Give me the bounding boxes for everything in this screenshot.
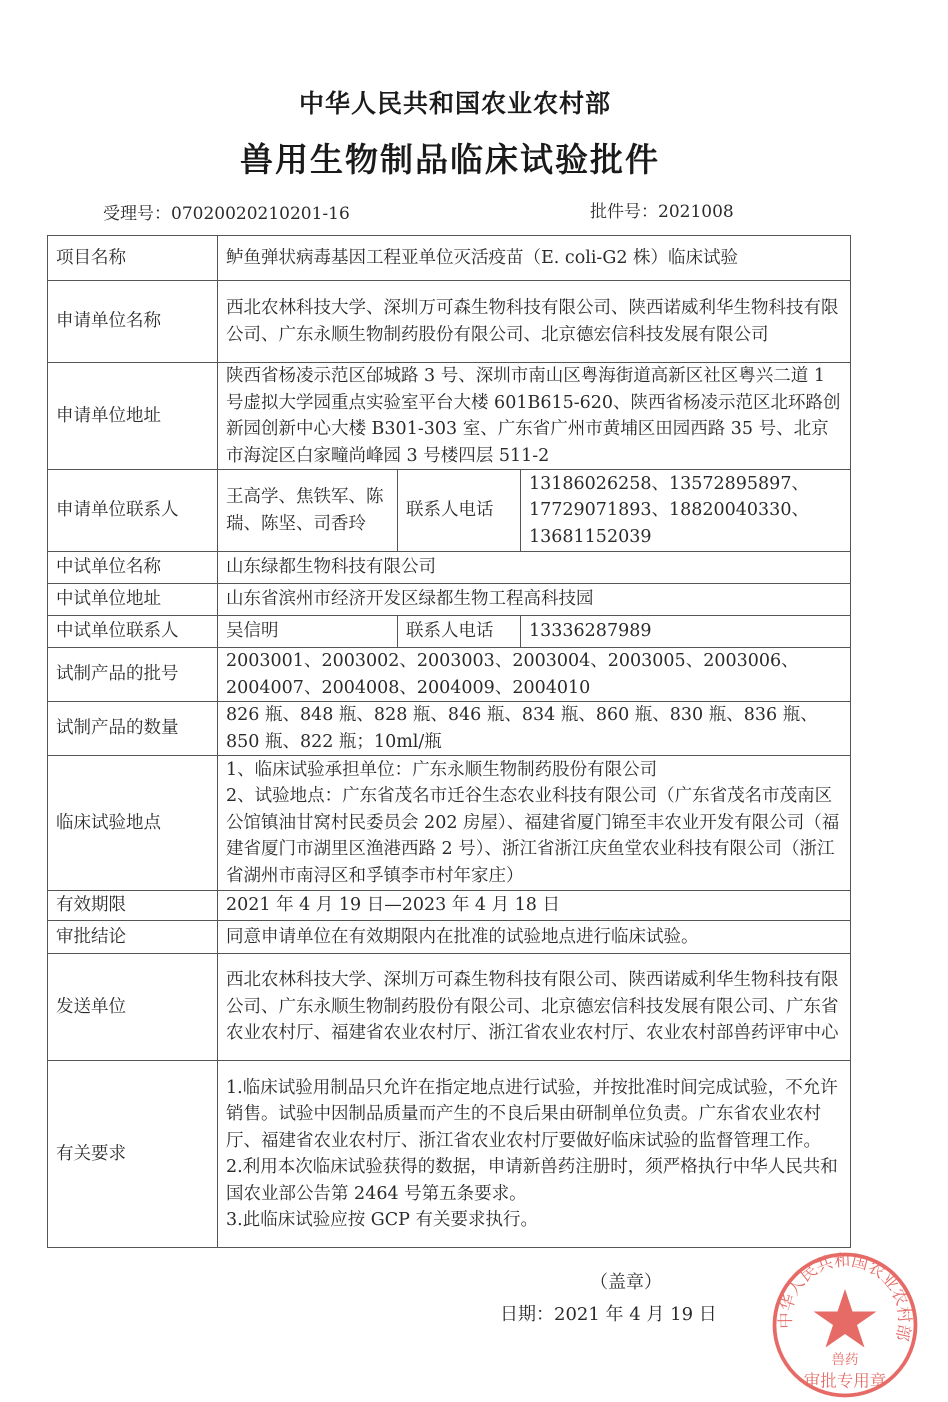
- row-pilot-contact: [48, 616, 851, 648]
- seal-star-icon: [814, 1289, 877, 1348]
- row-quantity: [48, 702, 851, 756]
- label: 有关要求: [48, 1061, 218, 1248]
- row-applicant-address: [48, 363, 851, 470]
- label: 申请单位联系人: [48, 470, 218, 552]
- label: 项目名称: [48, 236, 218, 281]
- label: 发送单位: [48, 954, 218, 1061]
- approval-table: [47, 235, 851, 1248]
- value: 鲈鱼弹状病毒基因工程亚单位灭活疫苗（E. coli-G2 株）临床试验: [218, 236, 851, 281]
- row-validity: [48, 891, 851, 921]
- seal-bottom-text: 审批专用章: [803, 1371, 887, 1391]
- trial-site-line-2: 2、试验地点：广东省茂名市迁谷生态农业科技有限公司（广东省茂名市茂南区公馆镇油甘窝村民委员会 202 房屋）、福建省厦门锦至丰农业开发有限公司（福建省厦门市湖里区渔港西路 2 号）、浙江省浙江庆鱼堂农业科技有限公司（浙江省湖州市南浔区和孚镇李市村年家庄）: [226, 786, 840, 886]
- label: 中试单位名称: [48, 552, 218, 584]
- row-pilot-name: [48, 552, 851, 584]
- label: 中试单位联系人: [48, 616, 218, 648]
- value: 吴信明: [218, 616, 398, 648]
- row-recipients: [48, 954, 851, 1061]
- row-batch-numbers: [48, 648, 851, 702]
- requirement-1: 1.临床试验用制品只允许在指定地点进行试验，并按批准时间完成试验，不允许销售。试验中因制品质量而产生的不良后果由研制单位负责。广东省农业农村厅、福建省农业农村厅、浙江省农业农村厅要做好临床试验的监督管理工作。: [226, 1077, 838, 1151]
- phone-value: 13186026258、13572895897、17729071893、18820040330、13681152039: [521, 470, 851, 552]
- approval-number: 批件号：2021008: [590, 202, 734, 222]
- label: 临床试验地点: [48, 756, 218, 891]
- value: [218, 756, 851, 891]
- row-applicant-name: [48, 281, 851, 363]
- value: 陕西省杨凌示范区邰城路 3 号、深圳市南山区粤海街道高新区社区粤兴二道 1 号虚拟大学园重点实验室平台大楼 601B615-620、陕西省杨凌示范区北环路创新园创新中心大楼 B301-303 室、广东省广州市黄埔区田园西路 35 号、北京市海淀区白家疃尚峰园 3 号楼四层 511-2: [218, 363, 851, 470]
- seal-outer-text: 中华人民共和国农业农村部: [775, 1250, 915, 1343]
- label: 审批结论: [48, 921, 218, 954]
- row-project-name: [48, 236, 851, 281]
- label: 有效期限: [48, 891, 218, 921]
- requirement-2: 2.利用本次临床试验获得的数据，申请新兽药注册时，须严格执行中华人民共和国农业部公告第 2464 号第五条要求。: [226, 1157, 838, 1204]
- value: 山东绿都生物科技有限公司: [218, 552, 851, 584]
- signature-date: 日期：2021 年 4 月 19 日: [500, 1304, 717, 1325]
- acceptance-number: 受理号：07020020210201-16: [103, 204, 350, 224]
- row-requirements: [48, 1061, 851, 1248]
- official-seal-stamp: [770, 1250, 920, 1400]
- document-title: 兽用生物制品临床试验批件: [240, 140, 660, 179]
- row-conclusion: [48, 921, 851, 954]
- row-pilot-address: [48, 584, 851, 616]
- phone-label: 联系人电话: [398, 616, 521, 648]
- label: 试制产品的数量: [48, 702, 218, 756]
- value: 826 瓶、848 瓶、828 瓶、846 瓶、834 瓶、860 瓶、830 瓶、836 瓶、850 瓶、822 瓶；10ml/瓶: [218, 702, 851, 756]
- seal-inner-text: 兽药: [831, 1352, 859, 1368]
- value: 山东省滨州市经济开发区绿都生物工程高科技园: [218, 584, 851, 616]
- value: 王高学、焦铁军、陈瑞、陈坚、司香玲: [218, 470, 398, 552]
- requirement-3: 3.此临床试验应按 GCP 有关要求执行。: [226, 1210, 538, 1230]
- trial-site-line-1: 1、临床试验承担单位：广东永顺生物制药股份有限公司: [226, 759, 658, 780]
- seal-note: （盖章）: [590, 1272, 662, 1293]
- row-trial-site: [48, 756, 851, 891]
- value: 西北农林科技大学、深圳万可森生物科技有限公司、陕西诺威利华生物科技有限公司、广东永顺生物制药股份有限公司、北京德宏信科技发展有限公司: [218, 281, 851, 363]
- label: 申请单位名称: [48, 281, 218, 363]
- value: 2021 年 4 月 19 日—2023 年 4 月 18 日: [218, 891, 851, 921]
- phone-label: 联系人电话: [398, 470, 521, 552]
- ministry-heading: 中华人民共和国农业农村部: [298, 89, 611, 118]
- value: 2003001、2003002、2003003、2003004、2003005、2003006、2004007、2004008、2004009、2004010: [218, 648, 851, 702]
- label: 试制产品的批号: [48, 648, 218, 702]
- value: 西北农林科技大学、深圳万可森生物科技有限公司、陕西诺威利华生物科技有限公司、广东永顺生物制药股份有限公司、北京德宏信科技发展有限公司、广东省农业农村厅、福建省农业农村厅、浙江省农业农村厅、农业农村部兽药评审中心: [218, 954, 851, 1061]
- phone-value: 13336287989: [521, 616, 851, 648]
- value: 同意申请单位在有效期限内在批准的试验地点进行临床试验。: [218, 921, 851, 954]
- row-applicant-contact: [48, 470, 851, 552]
- label: 申请单位地址: [48, 363, 218, 470]
- value: [218, 1061, 851, 1248]
- label: 中试单位地址: [48, 584, 218, 616]
